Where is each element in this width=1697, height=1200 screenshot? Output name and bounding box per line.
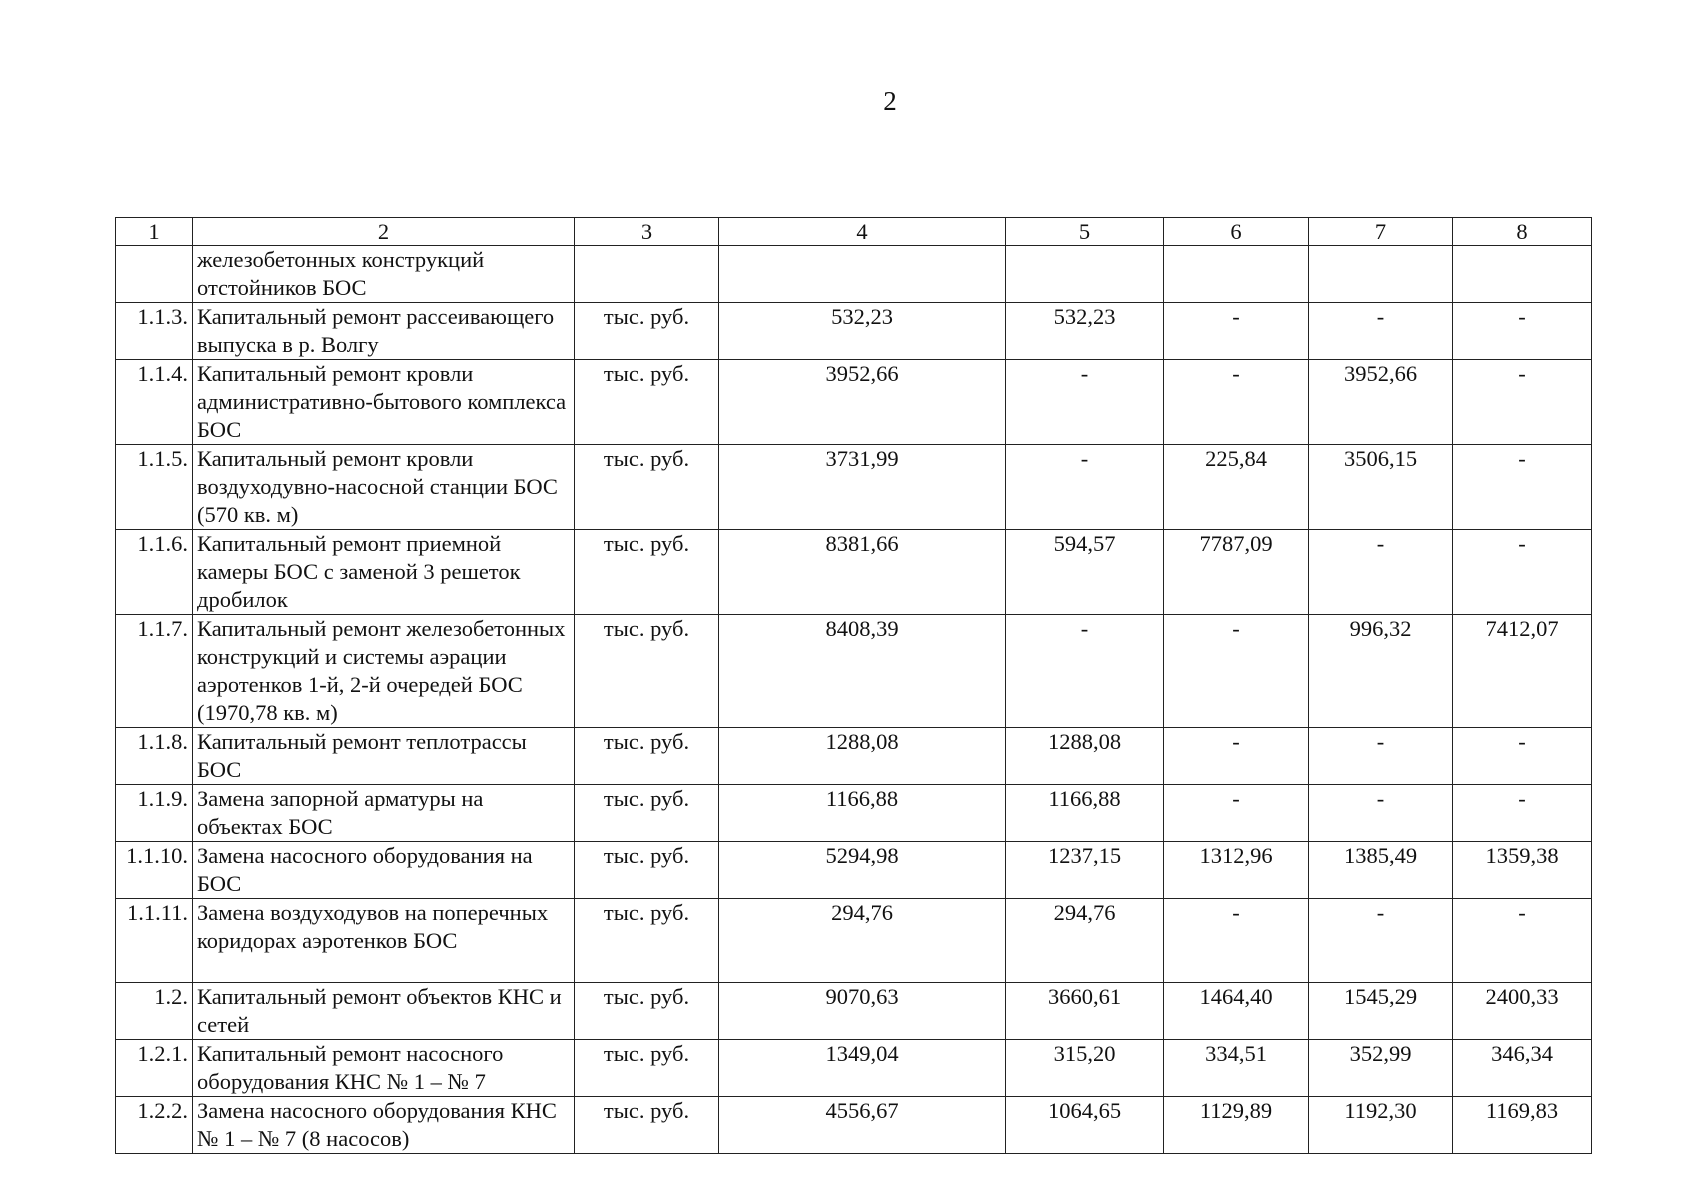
value-col-6: - (1164, 303, 1309, 360)
value-col-4: 9070,63 (719, 983, 1006, 1040)
item-name: Замена насосного оборудования КНС № 1 – № 7 (8 насосов) (193, 1097, 575, 1154)
budget-table (115, 217, 1592, 1154)
unit: тыс. руб. (575, 530, 719, 615)
value-col-6: 1464,40 (1164, 983, 1309, 1040)
unit: тыс. руб. (575, 360, 719, 445)
item-name: железобетонных конструкций отстойников БОС (193, 246, 575, 303)
table-row (116, 246, 1592, 303)
value-col-7 (1309, 246, 1453, 303)
unit: тыс. руб. (575, 1097, 719, 1154)
value-col-7: - (1309, 728, 1453, 785)
value-col-5: 3660,61 (1006, 983, 1164, 1040)
table-row (116, 445, 1592, 530)
value-col-6 (1164, 246, 1309, 303)
value-col-4: 1288,08 (719, 728, 1006, 785)
table-row (116, 303, 1592, 360)
table-row (116, 842, 1592, 899)
item-number: 1.1.10. (116, 842, 193, 899)
value-col-5 (1006, 246, 1164, 303)
item-number: 1.2.2. (116, 1097, 193, 1154)
value-col-4: 3952,66 (719, 360, 1006, 445)
value-col-6: 334,51 (1164, 1040, 1309, 1097)
header-cell: 7 (1309, 218, 1453, 246)
table-header-row (116, 218, 1592, 246)
value-col-5: 1166,88 (1006, 785, 1164, 842)
page-number: 2 (883, 86, 897, 116)
value-col-8: 2400,33 (1453, 983, 1592, 1040)
item-number: 1.1.5. (116, 445, 193, 530)
item-number: 1.1.9. (116, 785, 193, 842)
value-col-6: 1312,96 (1164, 842, 1309, 899)
value-col-4: 8408,39 (719, 615, 1006, 728)
value-col-8: - (1453, 303, 1592, 360)
unit (575, 246, 719, 303)
item-number: 1.1.7. (116, 615, 193, 728)
value-col-8: 1169,83 (1453, 1097, 1592, 1154)
table-row (116, 1097, 1592, 1154)
value-col-6: 225,84 (1164, 445, 1309, 530)
unit: тыс. руб. (575, 1040, 719, 1097)
value-col-7: 3506,15 (1309, 445, 1453, 530)
value-col-8: - (1453, 785, 1592, 842)
value-col-7: - (1309, 899, 1453, 983)
value-col-7: 1545,29 (1309, 983, 1453, 1040)
unit: тыс. руб. (575, 842, 719, 899)
item-number: 1.1.8. (116, 728, 193, 785)
value-col-6: - (1164, 728, 1309, 785)
item-number: 1.1.11. (116, 899, 193, 983)
value-col-4: 3731,99 (719, 445, 1006, 530)
table-row (116, 530, 1592, 615)
value-col-7: - (1309, 785, 1453, 842)
item-name: Капитальный ремонт кровли воздуходувно-насосной станции БОС (570 кв. м) (193, 445, 575, 530)
unit: тыс. руб. (575, 445, 719, 530)
header-cell: 2 (193, 218, 575, 246)
unit: тыс. руб. (575, 899, 719, 983)
value-col-5: 1237,15 (1006, 842, 1164, 899)
table-row (116, 360, 1592, 445)
value-col-8: 346,34 (1453, 1040, 1592, 1097)
item-number: 1.2.1. (116, 1040, 193, 1097)
value-col-7: - (1309, 303, 1453, 360)
value-col-5: 1064,65 (1006, 1097, 1164, 1154)
value-col-8: 7412,07 (1453, 615, 1592, 728)
value-col-6: - (1164, 785, 1309, 842)
unit: тыс. руб. (575, 728, 719, 785)
table-row (116, 728, 1592, 785)
value-col-8 (1453, 246, 1592, 303)
item-name: Капитальный ремонт рассеивающего выпуска в р. Волгу (193, 303, 575, 360)
value-col-8: - (1453, 530, 1592, 615)
value-col-4: 294,76 (719, 899, 1006, 983)
value-col-5: - (1006, 615, 1164, 728)
header-cell: 1 (116, 218, 193, 246)
table-row (116, 615, 1592, 728)
value-col-4: 5294,98 (719, 842, 1006, 899)
value-col-6: 1129,89 (1164, 1097, 1309, 1154)
item-name: Замена насосного оборудования на БОС (193, 842, 575, 899)
value-col-5: 294,76 (1006, 899, 1164, 983)
item-name: Капитальный ремонт приемной камеры БОС с заменой 3 решеток дробилок (193, 530, 575, 615)
value-col-7: 3952,66 (1309, 360, 1453, 445)
value-col-7: 352,99 (1309, 1040, 1453, 1097)
value-col-4 (719, 246, 1006, 303)
value-col-4: 532,23 (719, 303, 1006, 360)
value-col-4: 4556,67 (719, 1097, 1006, 1154)
header-cell: 5 (1006, 218, 1164, 246)
header-cell: 4 (719, 218, 1006, 246)
header-cell: 8 (1453, 218, 1592, 246)
value-col-6: - (1164, 615, 1309, 728)
value-col-6: - (1164, 899, 1309, 983)
unit: тыс. руб. (575, 983, 719, 1040)
value-col-8: - (1453, 899, 1592, 983)
header-cell: 3 (575, 218, 719, 246)
item-name: Капитальный ремонт насосного оборудования КНС № 1 – № 7 (193, 1040, 575, 1097)
value-col-6: - (1164, 360, 1309, 445)
item-name: Замена запорной арматуры на объектах БОС (193, 785, 575, 842)
value-col-8: - (1453, 360, 1592, 445)
item-name: Капитальный ремонт теплотрассы БОС (193, 728, 575, 785)
value-col-5: - (1006, 445, 1164, 530)
value-col-7: 1385,49 (1309, 842, 1453, 899)
header-cell: 6 (1164, 218, 1309, 246)
table-row (116, 785, 1592, 842)
value-col-7: 1192,30 (1309, 1097, 1453, 1154)
value-col-8: 1359,38 (1453, 842, 1592, 899)
item-name: Замена воздуходувов на поперечных коридорах аэротенков БОС (193, 899, 575, 983)
value-col-8: - (1453, 445, 1592, 530)
value-col-5: 594,57 (1006, 530, 1164, 615)
unit: тыс. руб. (575, 785, 719, 842)
value-col-8: - (1453, 728, 1592, 785)
item-name: Капитальный ремонт железобетонных конструкций и системы аэрации аэротенков 1-й, 2-й очередей БОС (1970,78 кв. м) (193, 615, 575, 728)
value-col-6: 7787,09 (1164, 530, 1309, 615)
table-row (116, 899, 1592, 983)
value-col-4: 1166,88 (719, 785, 1006, 842)
value-col-7: 996,32 (1309, 615, 1453, 728)
value-col-4: 8381,66 (719, 530, 1006, 615)
item-number: 1.1.6. (116, 530, 193, 615)
item-number (116, 246, 193, 303)
item-number: 1.1.3. (116, 303, 193, 360)
item-number: 1.2. (116, 983, 193, 1040)
table-row (116, 1040, 1592, 1097)
unit: тыс. руб. (575, 303, 719, 360)
value-col-7: - (1309, 530, 1453, 615)
value-col-4: 1349,04 (719, 1040, 1006, 1097)
unit: тыс. руб. (575, 615, 719, 728)
item-name: Капитальный ремонт кровли административно-бытового комплекса БОС (193, 360, 575, 445)
value-col-5: 1288,08 (1006, 728, 1164, 785)
value-col-5: - (1006, 360, 1164, 445)
value-col-5: 315,20 (1006, 1040, 1164, 1097)
item-name: Капитальный ремонт объектов КНС и сетей (193, 983, 575, 1040)
value-col-5: 532,23 (1006, 303, 1164, 360)
table-row (116, 983, 1592, 1040)
item-number: 1.1.4. (116, 360, 193, 445)
